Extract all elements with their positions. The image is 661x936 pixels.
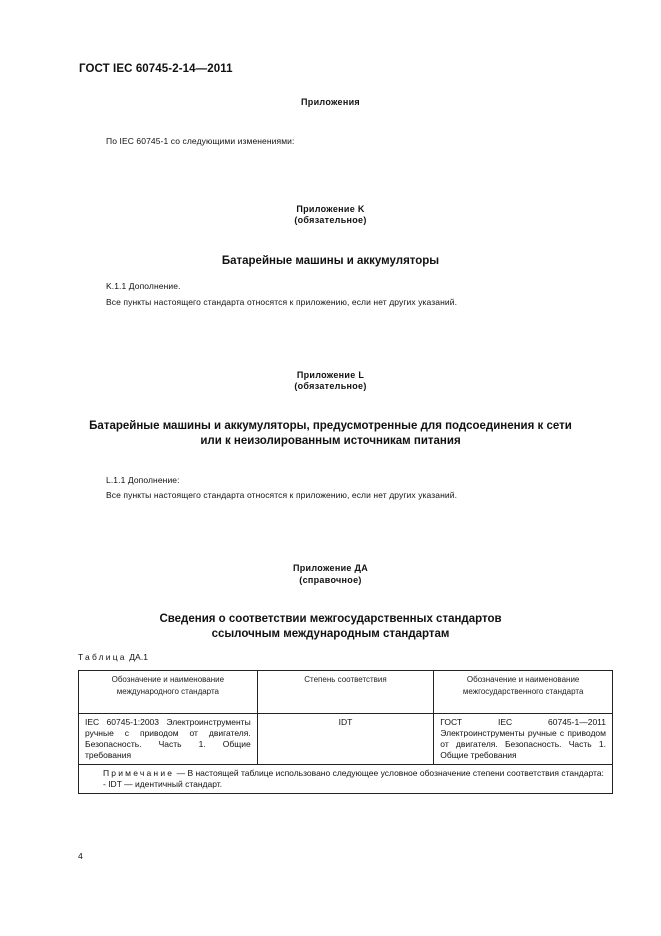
annex-l-heading-line2: или к неизолированным источникам питания <box>200 435 461 447</box>
annex-k-clause: K.1.1 Дополнение. <box>106 281 181 291</box>
cell-degree: IDT <box>257 714 434 765</box>
table-note <box>79 765 613 794</box>
annex-k-status: (обязательное) <box>294 215 367 225</box>
table-caption-label: Таблица <box>78 652 127 662</box>
annex-da-heading-line2: ссылочным международным стандартам <box>211 628 450 640</box>
table-caption-number: ДА.1 <box>129 652 149 662</box>
annex-da-status: (справочное) <box>299 575 362 585</box>
correspondence-table <box>78 670 613 794</box>
annex-k-title: Приложение K <box>296 204 365 214</box>
table-caption <box>78 652 148 662</box>
annex-l-title: Приложение L <box>296 370 365 380</box>
annex-l-clause: L.1.1 Дополнение: <box>106 475 180 485</box>
annex-l-text: Все пункты настоящего стандарта относятся к приложению, если нет других указаний. <box>106 490 458 500</box>
annex-l-status: (обязательное) <box>294 381 367 391</box>
header-international: Обозначение и наименование международного стандарта <box>79 671 258 714</box>
note-paragraph <box>85 768 606 779</box>
annex-k-text: Все пункты настоящего стандарта относятся к приложению, если нет других указаний. <box>106 297 458 307</box>
page-number: 4 <box>78 851 83 861</box>
annex-da-heading-line1: Сведения о соответствии межгосударственных стандартов <box>159 613 502 625</box>
note-item: - IDT — идентичный стандарт. <box>103 779 223 789</box>
header-interstate: Обозначение и наименование межгосударственного стандарта <box>434 671 613 714</box>
note-label: Примечание <box>103 768 175 778</box>
header-degree: Степень соответствия <box>257 671 434 714</box>
annex-l-heading-line1: Батарейные машины и аккумуляторы, предусмотренные для подсоединения к сети <box>89 420 572 432</box>
table-header-row <box>79 671 613 714</box>
intro-text: По IEC 60745-1 со следующими изменениями: <box>106 136 295 146</box>
annex-k-heading: Батарейные машины и аккумуляторы <box>221 255 440 267</box>
table-row <box>79 714 613 765</box>
annex-da-title: Приложение ДА <box>292 563 369 573</box>
note-text: — В настоящей таблице использовано следующее условное обозначение степени соответствия стандарта: <box>176 768 604 778</box>
table-note-row <box>79 765 613 794</box>
document-header: ГОСТ IEC 60745-2-14—2011 <box>79 63 233 75</box>
cell-interstate: ГОСТ IEC 60745-1—2011 Электроинструменты ручные с приводом от двигателя. Безопасность. Часть 1. Общие требования <box>434 714 613 765</box>
section-title: Приложения <box>301 97 360 107</box>
cell-international: IEC 60745-1:2003 Электроинструменты ручные с приводом от двигателя. Безопасность. Часть 1. Общие требования <box>79 714 258 765</box>
